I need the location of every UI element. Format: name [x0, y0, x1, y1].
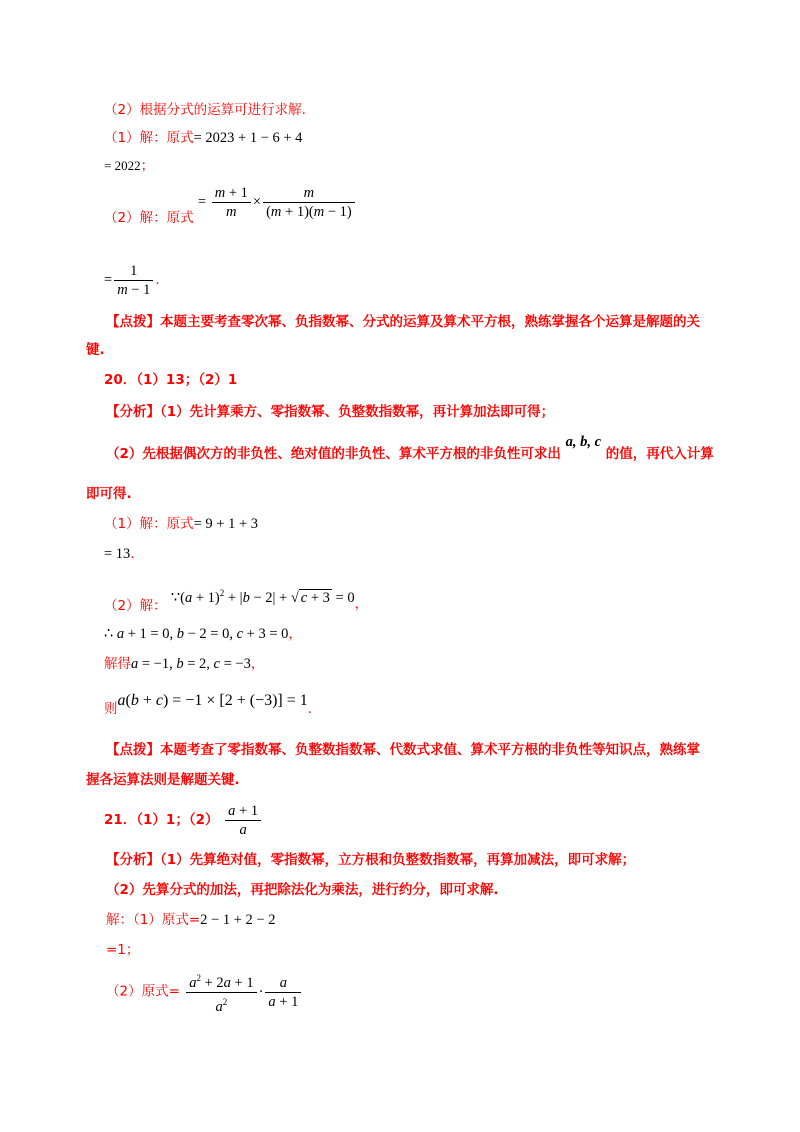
step-label: （2）解：: [104, 597, 167, 614]
solution-21-1-step1: [106, 910, 275, 930]
math-result: a(b + c) = −1 × [2 + (−3)] = 1: [117, 692, 308, 709]
math-equations: ∴ a + 1 = 0, b − 2 = 0, c + 3 = 0: [104, 626, 289, 642]
answer-21: [104, 802, 263, 838]
punct: ；: [140, 158, 155, 174]
analysis-21-2: （2）先算分式的加法，再把除法化为乘法，进行约分，即可求解.: [106, 882, 499, 898]
step-label: 解：（1）原式=: [106, 912, 201, 928]
solution-19-1-step2: [104, 156, 154, 176]
solution-21-2-step1: [106, 970, 303, 1015]
fraction-answer: $\frac{a + 1}{a}$: [223, 812, 263, 828]
step-label: （2）解：原式: [104, 210, 194, 226]
fraction-expression: $\frac{a^2 + 2a + 1}{a^2}$ · $\frac{a}{a + 1}$: [184, 984, 303, 1000]
step-label: （2）原式=: [106, 983, 180, 1000]
math-expression: 2 − 1 + 2 − 2: [200, 912, 276, 928]
math-expression: = 2023 + 1 − 6 + 4: [193, 130, 303, 146]
solution-20-2-step4: [104, 686, 312, 716]
dianbo-19-cont: 键.: [86, 342, 105, 358]
solution-20-2-step1: [104, 578, 368, 613]
analysis-20-3: 即可得.: [86, 486, 132, 502]
dianbo-20-cont: 握各运算法则是解题关键.: [86, 772, 240, 788]
solution-19-1-step1: [104, 128, 302, 148]
answer-text: 21．（1）1；（2）: [104, 812, 219, 828]
solution-21-1-step2: =1；: [106, 942, 140, 958]
analysis-21-1: 【分析】（1）先算绝对值，零指数幂，立方根和负整数指数幂，再算加减法，即可求解；: [106, 852, 636, 868]
math-values: a = −1, b = 2, c = −3: [131, 656, 251, 672]
analysis-text: （2）先根据偶次方的非负性、绝对值的非负性、算术平方根的非负性可求出: [106, 446, 561, 462]
punct: ，: [354, 595, 369, 612]
punct: .: [307, 701, 313, 717]
punct: ，: [288, 626, 302, 642]
punct: .: [155, 272, 160, 288]
punct: ，: [250, 656, 265, 672]
math-expression: = 9 + 1 + 3: [193, 516, 259, 532]
solution-20-2-step3: [104, 654, 264, 674]
solution-19-2-step2: [104, 260, 160, 300]
analysis-text-tail: 的值，再代入计算: [605, 446, 714, 462]
math-condition: ∵(a + 1)$^2$ + |b − 2| + √ c + 3 = 0: [170, 588, 355, 606]
fraction-result: = $\frac{1}{m - 1}$: [104, 272, 155, 288]
solution-hint-2: （2）根据分式的运算可进行求解.: [104, 102, 306, 118]
analysis-20-1: 【分析】（1）先计算乘方、零指数幂、负整数指数幂，再计算加法即可得；: [106, 404, 555, 420]
punct: .: [130, 546, 135, 562]
step-label: （1）解：原式: [104, 130, 194, 146]
solution-20-2-step2: [104, 624, 302, 644]
step-label: （1）解：原式: [104, 516, 194, 532]
variables-abc: a, b, c: [565, 434, 602, 450]
step-label: 解得: [104, 656, 131, 672]
math-expression: = 13: [104, 546, 131, 562]
math-expression: = 2022: [104, 158, 141, 173]
analysis-20-2: [106, 434, 714, 464]
dianbo-20: 【点拨】本题考查了零指数幂、负整数指数幂、代数式求值、算术平方根的非负性等知识点，熟练掌: [106, 742, 700, 758]
solution-19-2-step1: [104, 185, 357, 230]
dianbo-19: 【点拨】本题主要考查零次幂、负指数幂、分式的运算及算术平方根，熟练掌握各个运算是解题的关: [106, 314, 700, 330]
solution-20-1-step1: [104, 514, 258, 534]
step-label: 则: [104, 701, 118, 717]
solution-20-1-step2: [104, 544, 135, 564]
fraction-expression: = $\frac{m + 1}{m}$ × $\frac{m}{(m + 1)(m - 1)}$: [198, 194, 357, 210]
answer-20: 20．（1）13；（2）1: [104, 372, 238, 388]
